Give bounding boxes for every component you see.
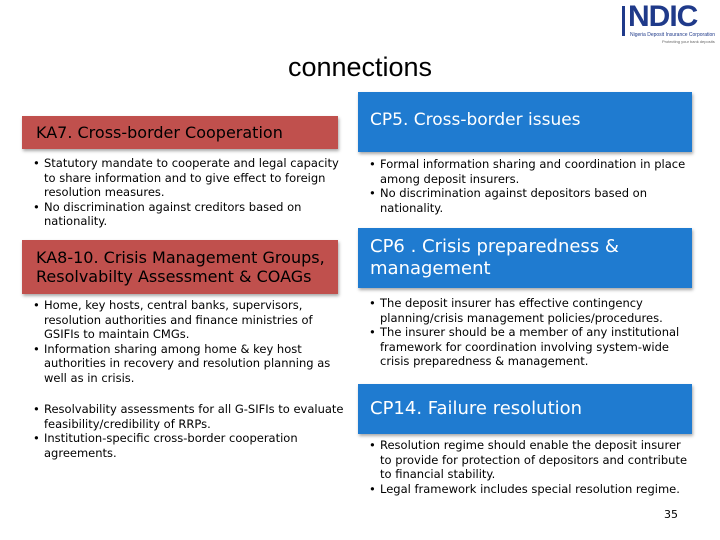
list-item: • Resolution regime should enable the deposit insurer to provide for protection of depositors and contribute to financial stability. [368,438,690,482]
page-title: connections [287,52,433,82]
ndic-logo [622,2,720,46]
page-number: 35 [664,508,678,521]
ka8-header [22,240,338,294]
list-item: • Home, key hosts, central banks, supervisors, resolution authorities and finance ministries of GSIFIs to maintain CMGs. [32,298,350,342]
cp5-heading: CP5. Cross-border issues [370,110,581,131]
list-item: • Statutory mandate to cooperate and legal capacity to share information and to give effect to foreign resolution measures. [32,156,347,200]
ka8-bullets-a [32,298,350,385]
ka7-bullets [32,156,347,229]
list-item: • Formal information sharing and coordination in place among deposit insurers. [368,157,690,186]
cp6-bullets [368,296,690,369]
logo-letters: NDIC [628,0,698,33]
logo-motto: Protecting your bank deposits [662,39,715,44]
ka7-heading: KA7. Cross-border Cooperation [36,123,283,142]
cp14-heading: CP14. Failure resolution [370,397,583,419]
cp5-bullets [368,157,690,215]
list-item: • Legal framework includes special resolution regime. [368,482,690,497]
list-item: • The insurer should be a member of any institutional framework for coordination involving system-wide crisis preparedness & management. [368,325,690,369]
cp14-header [358,384,692,434]
ka8-bullets-b [32,402,350,460]
list-item: • Information sharing among home & key host authorities in recovery and resolution planning as well as in crisis. [32,342,350,386]
logo-tagline: Nigeria Deposit Insurance Corporation [630,32,716,38]
list-item: • No discrimination against depositors based on nationality. [368,186,690,215]
list-item: • No discrimination against creditors based on nationality. [32,200,347,229]
cp14-bullets [368,438,690,496]
cp6-heading: CP6 . Crisis preparedness & management [370,235,619,279]
ka7-header [22,116,338,149]
list-item: • Institution-specific cross-border cooperation agreements. [32,431,350,460]
list-item: • Resolvability assessments for all G-SIFIs to evaluate feasibility/credibility of RRPs. [32,402,350,431]
cp5-header [358,92,692,152]
list-item: • The deposit insurer has effective contingency planning/crisis management policies/procedures. [368,296,690,325]
logo-bar [622,6,625,36]
cp6-header [358,228,692,288]
ka8-heading: KA8-10. Crisis Management Groups, Resolvabilty Assessment & COAGs [36,248,325,286]
